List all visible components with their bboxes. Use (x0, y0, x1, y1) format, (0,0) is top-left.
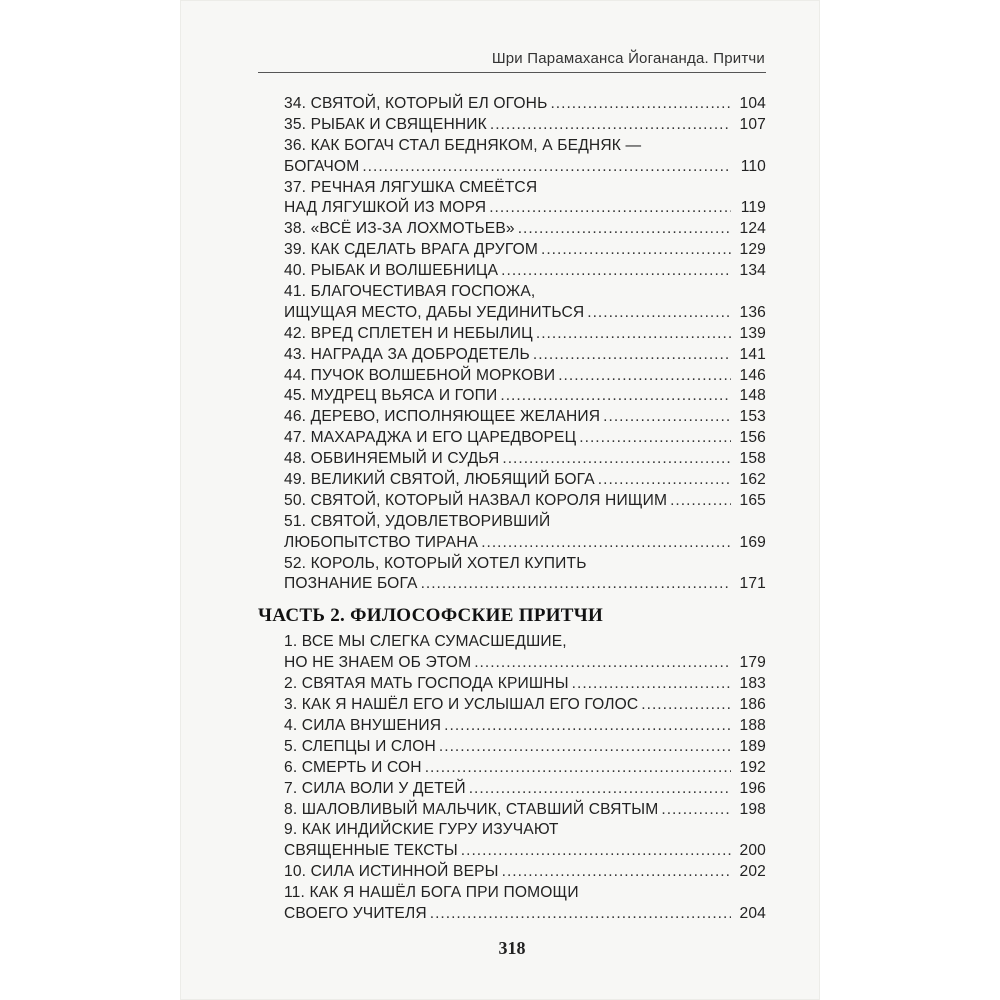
dot-leader (502, 449, 731, 470)
dot-leader (541, 240, 731, 261)
toc-entry (258, 674, 766, 695)
toc-entry (258, 178, 766, 220)
toc-entry-line (258, 136, 766, 157)
toc-entry-page: 186 (739, 696, 766, 714)
toc-entry-title: 9. КАК ИНДИЙСКИЕ ГУРУ ИЗУЧАЮТ (284, 821, 559, 839)
table-of-contents (258, 94, 766, 925)
toc-entry (258, 261, 766, 282)
toc-entry-page: 192 (739, 758, 766, 776)
toc-entry (258, 428, 766, 449)
toc-entry-page: 189 (739, 737, 766, 755)
toc-entry (258, 219, 766, 240)
toc-entry-title: 35. РЫБАК И СВЯЩЕННИК (284, 115, 487, 133)
toc-entry-page: 110 (740, 157, 766, 175)
toc-entry-title: 50. СВЯТОЙ, КОТОРЫЙ НАЗВАЛ КОРОЛЯ НИЩИМ (284, 491, 668, 509)
toc-entry-title: 47. МАХАРАДЖА И ЕГО ЦАРЕДВОРЕЦ (284, 429, 577, 447)
toc-entry-line (258, 841, 766, 862)
toc-entry-page: 158 (739, 450, 766, 468)
toc-entry-title: БОГАЧОМ (284, 157, 360, 175)
toc-entry (258, 862, 766, 883)
toc-entry-line (258, 491, 766, 512)
toc-entry-page: 107 (739, 115, 766, 133)
toc-entry (258, 695, 766, 716)
toc-entry-title: 6. СМЕРТЬ И СОН (284, 758, 422, 776)
dot-leader (536, 324, 731, 345)
toc-entry (258, 240, 766, 261)
toc-entry-line (258, 261, 766, 282)
toc-entry-title: 49. ВЕЛИКИЙ СВЯТОЙ, ЛЮБЯЩИЙ БОГА (284, 471, 595, 489)
toc-entry-page: 204 (739, 904, 766, 922)
toc-entry-line (258, 820, 766, 841)
toc-entry-line (258, 904, 766, 925)
toc-entry (258, 554, 766, 596)
toc-entry-line (258, 470, 766, 491)
dot-leader (489, 198, 731, 219)
toc-entry-page: 165 (739, 491, 766, 509)
toc-entry (258, 512, 766, 554)
toc-entry-line (258, 533, 766, 554)
toc-entry-line (258, 219, 766, 240)
dot-leader (670, 491, 731, 512)
toc-entry-line (258, 94, 766, 115)
toc-entry-line (258, 737, 766, 758)
toc-entry (258, 779, 766, 800)
toc-entry-line (258, 198, 766, 219)
toc-entry-title: ИЩУЩАЯ МЕСТО, ДАБЫ УЕДИНИТЬСЯ (284, 303, 585, 321)
dot-leader (579, 428, 731, 449)
toc-entry-page: 169 (739, 533, 766, 551)
toc-entry-title: 43. НАГРАДА ЗА ДОБРОДЕТЕЛЬ (284, 345, 530, 363)
dot-leader (425, 758, 731, 779)
toc-entry-page: 153 (739, 408, 766, 426)
dot-leader (490, 115, 731, 136)
toc-entry-line (258, 345, 766, 366)
toc-entry-page: 202 (739, 863, 766, 881)
toc-entry-title: 42. ВРЕД СПЛЕТЕН И НЕБЫЛИЦ (284, 324, 533, 342)
toc-entry-page: 156 (739, 429, 766, 447)
toc-entry (258, 407, 766, 428)
toc-entry-line (258, 366, 766, 387)
toc-entry-line (258, 449, 766, 470)
toc-entry-page: 124 (739, 220, 766, 238)
toc-entry-title: НО НЕ ЗНАЕМ ОБ ЭТОМ (284, 654, 472, 672)
toc-entry (258, 449, 766, 470)
toc-entry-line (258, 178, 766, 199)
toc-entry-title: 1. ВСЕ МЫ СЛЕГКА СУМАСШЕДШИЕ, (284, 633, 567, 651)
toc-entry-title: 48. ОБВИНЯЕМЫЙ И СУДЬЯ (284, 450, 500, 468)
toc-entry-line (258, 800, 766, 821)
toc-entry-page: 141 (739, 345, 766, 363)
dot-leader (641, 695, 731, 716)
dot-leader (550, 94, 731, 115)
toc-entry (258, 115, 766, 136)
toc-entry-line (258, 282, 766, 303)
toc-entry-line (258, 115, 766, 136)
toc-entry-title: 5. СЛЕПЦЫ И СЛОН (284, 737, 436, 755)
toc-entry-page: 146 (739, 366, 766, 384)
toc-entry (258, 737, 766, 758)
toc-entry-page: 200 (739, 842, 766, 860)
toc-entry (258, 716, 766, 737)
dot-leader (518, 219, 731, 240)
toc-entry-line (258, 324, 766, 345)
dot-leader (502, 862, 731, 883)
dot-leader (481, 533, 731, 554)
toc-entry-page: 171 (739, 575, 766, 593)
toc-entry (258, 324, 766, 345)
toc-entry-page: 119 (740, 199, 766, 217)
dot-leader (500, 386, 731, 407)
toc-entry-line (258, 716, 766, 737)
dot-leader (421, 574, 731, 595)
dot-leader (444, 716, 731, 737)
toc-entry-title: 39. КАК СДЕЛАТЬ ВРАГА ДРУГОМ (284, 241, 539, 259)
toc-entry-title: 46. ДЕРЕВО, ИСПОЛНЯЮЩЕЕ ЖЕЛАНИЯ (284, 408, 601, 426)
toc-entry-page: 136 (739, 303, 766, 321)
toc-entry-title: 52. КОРОЛЬ, КОТОРЫЙ ХОТЕЛ КУПИТЬ (284, 554, 587, 572)
toc-entry-title: 51. СВЯТОЙ, УДОВЛЕТВОРИВШИЙ (284, 512, 551, 530)
toc-entry-title: 38. «ВСЁ ИЗ-ЗА ЛОХМОТЬЕВ» (284, 220, 515, 238)
toc-entry-page: 129 (739, 241, 766, 259)
toc-entry (258, 386, 766, 407)
dot-leader (430, 904, 731, 925)
toc-entry-title: 36. КАК БОГАЧ СТАЛ БЕДНЯКОМ, А БЕДНЯК — (284, 136, 642, 154)
toc-entry-title: 2. СВЯТАЯ МАТЬ ГОСПОДА КРИШНЫ (284, 675, 569, 693)
toc-entry-title: 4. СИЛА ВНУШЕНИЯ (284, 716, 442, 734)
running-head: Шри Парамаханса Йогананда. Притчи (491, 50, 765, 67)
header-rule (258, 72, 766, 73)
toc-entry-line (258, 674, 766, 695)
toc-entry-title: 10. СИЛА ИСТИННОЙ ВЕРЫ (284, 863, 499, 881)
toc-entry-title: 11. КАК Я НАШЁЛ БОГА ПРИ ПОМОЩИ (284, 884, 579, 902)
toc-entry-page: 188 (739, 716, 766, 734)
toc-entry (258, 632, 766, 674)
toc-entry (258, 491, 766, 512)
toc-entry-title: 8. ШАЛОВЛИВЫЙ МАЛЬЧИК, СТАВШИЙ СВЯТЫМ (284, 800, 659, 818)
toc-entry-title: ЛЮБОПЫТСТВО ТИРАНА (284, 533, 479, 551)
toc-entry-title: НАД ЛЯГУШКОЙ ИЗ МОРЯ (284, 199, 487, 217)
toc-entry-title: СВЯЩЕННЫЕ ТЕКСТЫ (284, 842, 458, 860)
toc-entry-page: 196 (739, 779, 766, 797)
toc-entry-line (258, 883, 766, 904)
toc-entry-line (258, 758, 766, 779)
toc-entry-title: СВОЕГО УЧИТЕЛЯ (284, 904, 427, 922)
toc-entry-title: 41. БЛАГОЧЕСТИВАЯ ГОСПОЖА, (284, 283, 536, 301)
dot-leader (603, 407, 731, 428)
dot-leader (461, 841, 731, 862)
toc-entry-line (258, 653, 766, 674)
dot-leader (474, 653, 731, 674)
toc-entry-line (258, 512, 766, 533)
dot-leader (558, 366, 731, 387)
toc-entry-page: 104 (739, 95, 766, 112)
dot-leader (572, 674, 731, 695)
toc-entry-title: 37. РЕЧНАЯ ЛЯГУШКА СМЕЁТСЯ (284, 178, 538, 196)
toc-entry-page: 148 (739, 387, 766, 405)
part-heading: ЧАСТЬ 2. ФИЛОСОФСКИЕ ПРИТЧИ (258, 605, 604, 627)
toc-entry-line (258, 695, 766, 716)
toc-entry (258, 800, 766, 821)
toc-entry (258, 94, 766, 115)
dot-leader (362, 157, 731, 178)
toc-entry-page: 198 (739, 800, 766, 818)
dot-leader (598, 470, 731, 491)
toc-entry (258, 282, 766, 324)
toc-entry-line (258, 632, 766, 653)
toc-entry-line (258, 407, 766, 428)
page-number: 318 (498, 938, 526, 958)
toc-entry-line (258, 303, 766, 324)
toc-entry-line (258, 157, 766, 178)
toc-entry-line (258, 554, 766, 575)
toc-entry-title: 3. КАК Я НАШЁЛ ЕГО И УСЛЫШАЛ ЕГО ГОЛОС (284, 696, 639, 714)
toc-entry-line (258, 240, 766, 261)
toc-entry (258, 820, 766, 862)
toc-entry-page: 183 (739, 675, 766, 693)
dot-leader (501, 261, 731, 282)
toc-entry-title: 7. СИЛА ВОЛИ У ДЕТЕЙ (284, 779, 466, 797)
toc-entry-title: 40. РЫБАК И ВОЛШЕБНИЦА (284, 262, 499, 280)
dot-leader (587, 303, 731, 324)
toc-entry (258, 758, 766, 779)
toc-entry-page: 179 (739, 654, 766, 672)
toc-entry (258, 366, 766, 387)
toc-entry-line (258, 574, 766, 595)
toc-entry-title: 44. ПУЧОК ВОЛШЕБНОЙ МОРКОВИ (284, 366, 556, 384)
toc-entry-title: 34. СВЯТОЙ, КОТОРЫЙ ЕЛ ОГОНЬ (284, 95, 548, 112)
toc-entry-title: ПОЗНАНИЕ БОГА (284, 575, 418, 593)
toc-entry (258, 470, 766, 491)
toc-entry-page: 162 (739, 471, 766, 489)
dot-leader (469, 779, 731, 800)
toc-entry-page: 134 (739, 262, 766, 280)
toc-entry-line (258, 428, 766, 449)
dot-leader (439, 737, 731, 758)
toc-entry (258, 136, 766, 178)
toc-entry-line (258, 779, 766, 800)
toc-entry-line (258, 386, 766, 407)
toc-entry-line (258, 862, 766, 883)
toc-entry (258, 883, 766, 925)
toc-entry-page: 139 (739, 324, 766, 342)
toc-entry-title: 45. МУДРЕЦ ВЬЯСА И ГОПИ (284, 387, 498, 405)
dot-leader (533, 345, 731, 366)
dot-leader (661, 800, 731, 821)
toc-entry (258, 345, 766, 366)
